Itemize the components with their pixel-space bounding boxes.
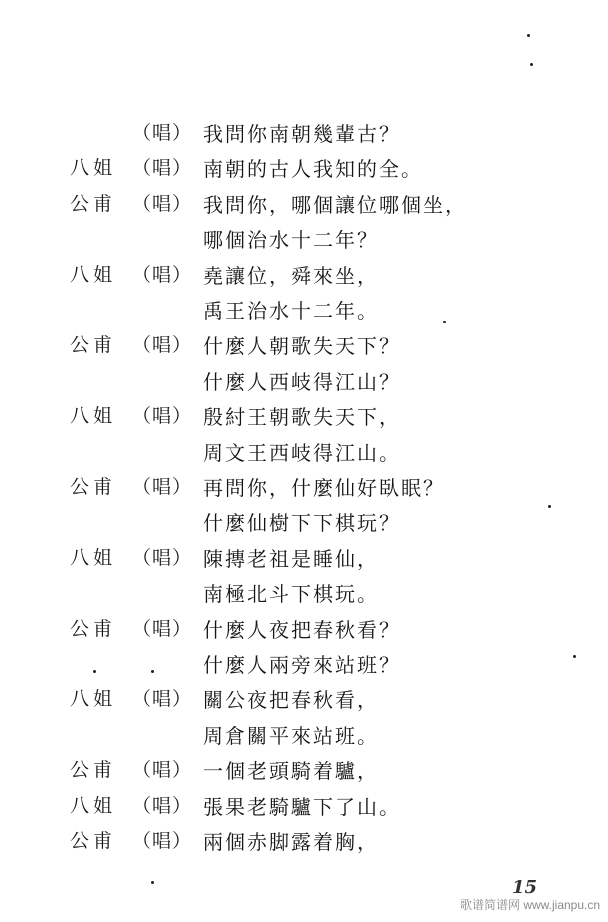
sing-marker: （唱） (132, 547, 193, 569)
dialogue-line (0, 614, 608, 644)
dialogue-line (0, 224, 608, 254)
speaker-name: 八姐 (70, 795, 117, 817)
dialogue-line (0, 720, 608, 750)
sing-marker: （唱） (132, 405, 193, 427)
dialogue-line (0, 260, 608, 290)
lyric-text: 我問你南朝幾輩古？ (203, 122, 401, 146)
speaker-name: 公甫 (70, 476, 117, 498)
speaker-name: 八姐 (70, 547, 117, 569)
lyric-text: 什麼仙樹下下棋玩？ (203, 511, 401, 535)
lyric-text: 南朝的古人我知的全。 (203, 157, 423, 181)
speaker-name: 公甫 (70, 193, 117, 215)
lyric-text: 陳摶老祖是睡仙， (203, 547, 379, 571)
scan-speck (548, 505, 551, 508)
dialogue-line (0, 543, 608, 573)
dialogue-line (0, 437, 608, 467)
dialogue-line (0, 401, 608, 431)
speaker-name: 八姐 (70, 688, 117, 710)
lyric-text: 南極北斗下棋玩。 (203, 582, 379, 606)
dialogue-line (0, 366, 608, 396)
lyric-text: 禹王治水十二年。 (203, 299, 379, 323)
lyric-text: 我問你，哪個讓位哪個坐， (203, 193, 467, 217)
lyric-text: 什麼人夜把春秋看？ (203, 618, 401, 642)
scan-speck (527, 34, 530, 37)
dialogue-line (0, 755, 608, 785)
lyric-text: 堯讓位，舜來坐， (203, 264, 379, 288)
sing-marker: （唱） (132, 122, 193, 144)
scan-speck (151, 881, 154, 884)
lyric-text: 哪個治水十二年？ (203, 228, 379, 252)
sing-marker: （唱） (132, 157, 193, 179)
speaker-name: 八姐 (70, 264, 117, 286)
watermark: 歌谱简谱网 www.jianpu.cn (460, 898, 601, 912)
dialogue-line (0, 507, 608, 537)
dialogue-line (0, 649, 608, 679)
scan-speck (151, 670, 154, 673)
lyric-text: 兩個赤脚露着胸， (203, 830, 379, 854)
dialogue-line (0, 295, 608, 325)
scan-speck (530, 63, 533, 66)
speaker-name: 公甫 (70, 759, 117, 781)
sing-marker: （唱） (132, 264, 193, 286)
dialogue-line (0, 153, 608, 183)
sing-marker: （唱） (132, 795, 193, 817)
sing-marker: （唱） (132, 193, 193, 215)
dialogue-line (0, 472, 608, 502)
lyric-text: 殷紂王朝歌失天下， (203, 405, 401, 429)
sing-marker: （唱） (132, 688, 193, 710)
sing-marker: （唱） (132, 476, 193, 498)
scan-speck (573, 655, 576, 658)
speaker-name: 八姐 (70, 405, 117, 427)
dialogue-line (0, 330, 608, 360)
sing-marker: （唱） (132, 334, 193, 356)
scan-speck (93, 670, 96, 673)
dialogue-line (0, 684, 608, 714)
sing-marker: （唱） (132, 618, 193, 640)
speaker-name: 公甫 (70, 830, 117, 852)
lyric-text: 再問你，什麼仙好臥眠？ (203, 476, 445, 500)
lyric-text: 什麼人朝歌失天下？ (203, 334, 401, 358)
dialogue-line (0, 118, 608, 148)
sing-marker: （唱） (132, 830, 193, 852)
lyric-text: 張果老騎驢下了山。 (203, 795, 401, 819)
sing-marker: （唱） (132, 759, 193, 781)
lyric-text: 什麼人西岐得江山？ (203, 370, 401, 394)
page-number: 15 (512, 877, 538, 898)
lyric-text: 周倉關平來站班。 (203, 724, 379, 748)
speaker-name: 八姐 (70, 157, 117, 179)
lyric-text: 周文王西岐得江山。 (203, 441, 401, 465)
lyric-text: 關公夜把春秋看， (203, 688, 379, 712)
lyric-text: 一個老頭騎着驢， (203, 759, 379, 783)
dialogue-line (0, 791, 608, 821)
dialogue-line (0, 189, 608, 219)
dialogue-line (0, 578, 608, 608)
scan-speck (443, 321, 446, 323)
speaker-name: 公甫 (70, 334, 117, 356)
dialogue-line (0, 826, 608, 856)
speaker-name: 公甫 (70, 618, 117, 640)
lyric-text: 什麼人兩旁來站班？ (203, 653, 401, 677)
